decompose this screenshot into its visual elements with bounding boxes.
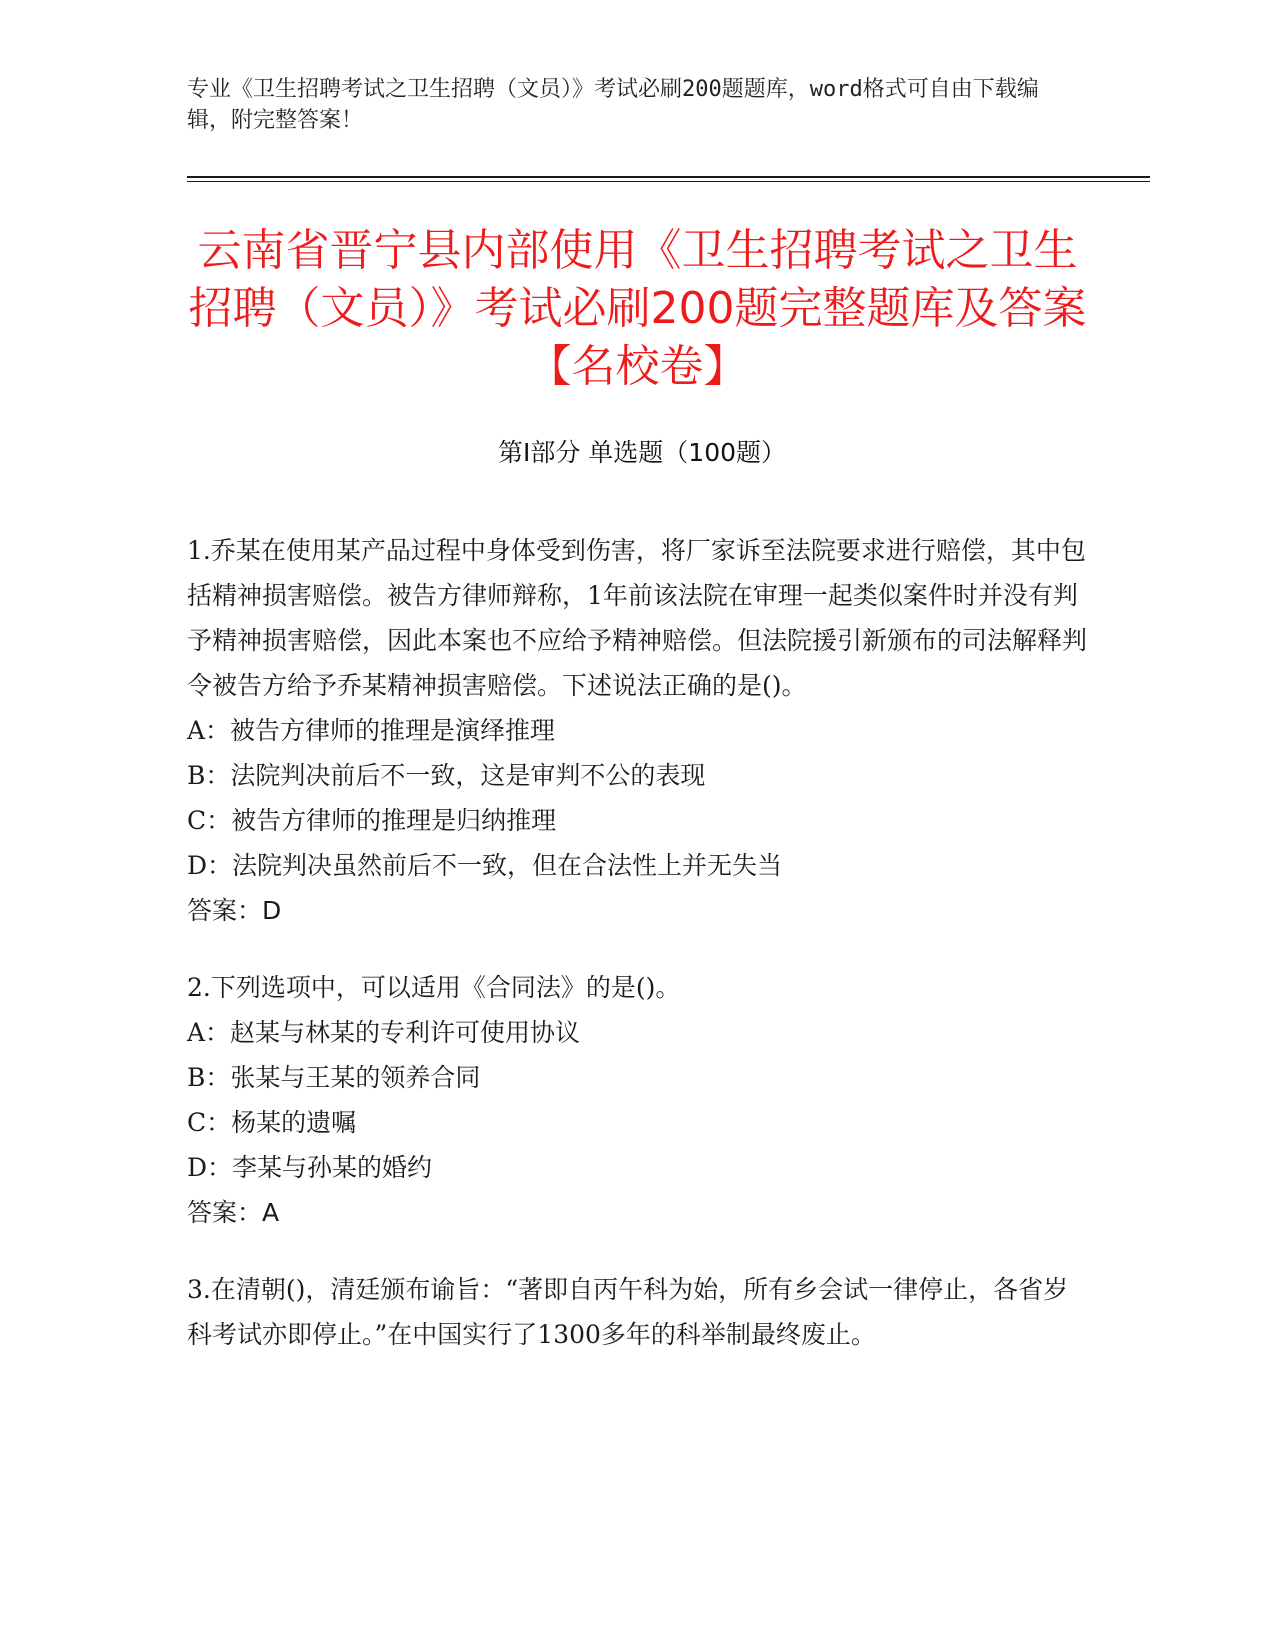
document-title: 云南省晋宁县内部使用《卫生招聘考试之卫生招聘（文员）》考试必刷200题完整题库及答案【名校卷】 xyxy=(188,225,1087,392)
question-1 xyxy=(187,528,1087,933)
option-a: A：赵某与林某的专利许可使用协议 xyxy=(187,1018,581,1047)
section-title: 第Ⅰ部分 单选题（100题） xyxy=(497,438,787,467)
question-3 xyxy=(187,1267,1087,1357)
question-stem: 1.乔某在使用某产品过程中身体受到伤害，将厂家诉至法院要求进行赔偿，其中包括精神损害赔偿。被告方律师辩称，1年前该法院在审理一起类似案件时并没有判予精神损害赔偿，因此本案也不应给予精神赔偿。但法院援引新颁布的司法解释判令被告方给予乔某精神损害赔偿。下述说法正确的是()。 xyxy=(187,536,1088,700)
question-2 xyxy=(187,965,1087,1235)
option-b: B：张某与王某的领养合同 xyxy=(187,1063,481,1092)
header-divider-thin xyxy=(187,181,1150,182)
answer: 答案：D xyxy=(187,896,282,925)
option-c: C：杨某的遗嘱 xyxy=(187,1108,357,1137)
header-note: 专业《卫生招聘考试之卫生招聘（文员）》考试必刷200题题库，word格式可自由下载编辑，附完整答案！ xyxy=(187,77,1039,133)
question-list xyxy=(187,528,1087,1389)
option-c: C：被告方律师的推理是归纳推理 xyxy=(187,806,557,835)
header-divider xyxy=(187,176,1150,178)
question-stem: 2.下列选项中，可以适用《合同法》的是()。 xyxy=(187,973,681,1002)
option-a: A：被告方律师的推理是演绎推理 xyxy=(187,716,556,745)
option-b: B：法院判决前后不一致，这是审判不公的表现 xyxy=(187,761,706,790)
option-d: D：法院判决虽然前后不一致，但在合法性上并无失当 xyxy=(187,851,783,880)
answer: 答案：A xyxy=(187,1198,280,1227)
option-d: D：李某与孙某的婚约 xyxy=(187,1153,433,1182)
question-stem: 3.在清朝()，清廷颁布谕旨：“著即自丙午科为始，所有乡会试一律停止，各省岁科考试亦即停止。”在中国实行了1300多年的科举制最终废止。 xyxy=(187,1275,1069,1349)
